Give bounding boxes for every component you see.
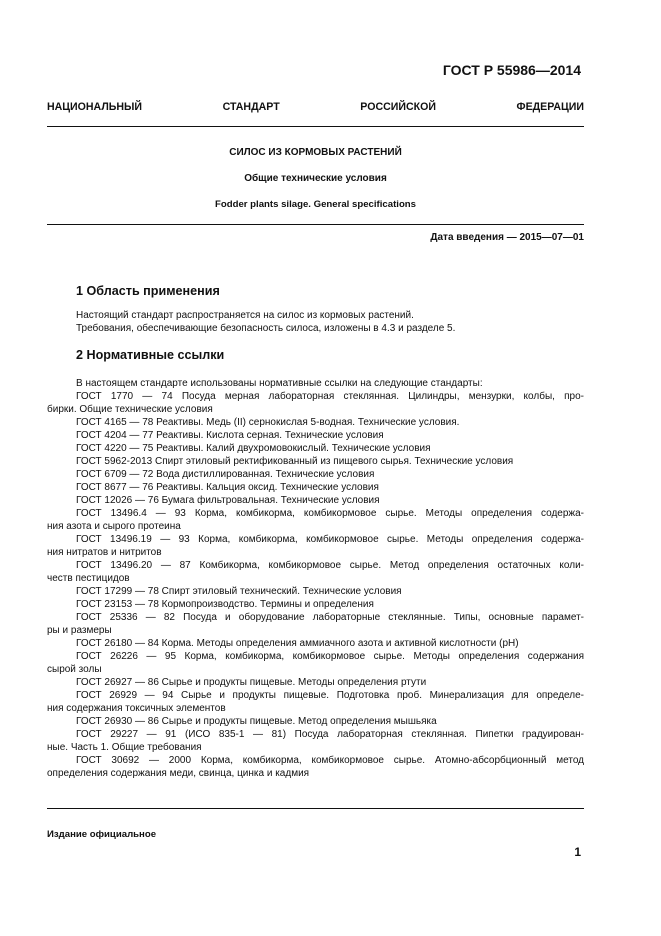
english-title: Fodder plants silage. General specifications bbox=[215, 199, 416, 210]
reference-line: ГОСТ 26226 — 95 Корма, комбикорма, комбикормовое сырье. Методы определения содержания bbox=[76, 651, 584, 662]
reference-line: ГОСТ 25336 — 82 Посуда и оборудование лабораторные стеклянные. Типы, основные парамет- bbox=[76, 612, 584, 623]
national-standard-banner: НАЦИОНАЛЬНЫЙ СТАНДАРТ РОССИЙСКОЙ ФЕДЕРАЦИИ bbox=[47, 101, 584, 113]
reference-line: ГОСТ 13496.19 — 93 Корма, комбикорма, комбикормовое сырье. Методы определения содержа- bbox=[76, 534, 584, 545]
reference-line: определения содержания меди, свинца, цинка и кадмия bbox=[47, 768, 310, 779]
reference-line: ГОСТ 6709 — 72 Вода дистиллированная. Технические условия bbox=[76, 469, 375, 480]
document-subtitle: Общие технические условия bbox=[244, 173, 387, 184]
page-number: 1 bbox=[574, 845, 581, 859]
reference-line: ГОСТ 17299 — 78 Спирт этиловый технический. Технические условия bbox=[76, 586, 402, 597]
official-edition-note: Издание официальное bbox=[47, 829, 157, 840]
reference-line: ГОСТ 4204 — 77 Реактивы. Кислота серная. Технические условия bbox=[76, 430, 384, 441]
paragraph-line: Настоящий стандарт распространяется на силос из кормовых растений. bbox=[76, 310, 414, 321]
reference-line: ГОСТ 12026 — 76 Бумага фильтровальная. Технические условия bbox=[76, 495, 380, 506]
reference-line: ГОСТ 4165 — 78 Реактивы. Медь (II) сернокислая 5-водная. Технические условия. bbox=[76, 417, 460, 428]
reference-line: ГОСТ 5962-2013 Спирт этиловый ректификованный из пищевого сырья. Технические условия bbox=[76, 456, 514, 467]
paragraph-line: Требования, обеспечивающие безопасность силоса, изложены в 4.3 и разделе 5. bbox=[76, 323, 456, 334]
section-1-body bbox=[47, 309, 584, 335]
reference-line: бирки. Общие технические условия bbox=[47, 404, 213, 415]
title-rule bbox=[47, 224, 584, 225]
reference-line: ные. Часть 1. Общие требования bbox=[47, 742, 202, 753]
section-1-heading: 1 Область применения bbox=[76, 284, 220, 298]
reference-line: ГОСТ 30692 — 2000 Корма, комбикорма, комбикормовое сырье. Атомно-абсорбционный метод bbox=[76, 755, 584, 766]
reference-line: ГОСТ 13496.20 — 87 Комбикорма, комбикормовое сырье. Метод определения остаточных коли- bbox=[76, 560, 584, 571]
section-2-heading: 2 Нормативные ссылки bbox=[76, 348, 225, 362]
reference-line: ния нитратов и нитритов bbox=[47, 547, 162, 558]
reference-line: ры и размеры bbox=[47, 625, 112, 636]
reference-line: ГОСТ 23153 — 78 Кормопроизводство. Термины и определения bbox=[76, 599, 374, 610]
reference-line: честв пестицидов bbox=[47, 573, 130, 584]
reference-line: ГОСТ 1770 — 74 Посуда мерная лабораторная стеклянная. Цилиндры, мензурки, колбы, про- bbox=[76, 391, 584, 402]
reference-line: ГОСТ 26927 — 86 Сырье и продукты пищевые. Методы определения ртути bbox=[76, 677, 427, 688]
reference-line: ГОСТ 26930 — 86 Сырье и продукты пищевые. Метод определения мышьяка bbox=[76, 716, 437, 727]
paragraph-line: В настоящем стандарте использованы нормативные ссылки на следующие стандарты: bbox=[76, 378, 483, 389]
introduction-date: Дата введения — 2015—07—01 bbox=[430, 232, 584, 243]
reference-line: сырой золы bbox=[47, 664, 102, 675]
reference-line: ГОСТ 26180 — 84 Корма. Методы определения аммиачного азота и активной кислотности (рН) bbox=[76, 638, 519, 649]
footer-rule bbox=[47, 808, 584, 809]
document-title: СИЛОС ИЗ КОРМОВЫХ РАСТЕНИЙ bbox=[229, 147, 402, 158]
reference-line: ГОСТ 8677 — 76 Реактивы. Кальция оксид. Технические условия bbox=[76, 482, 379, 493]
reference-line: ГОСТ 4220 — 75 Реактивы. Калий двухромовокислый. Технические условия bbox=[76, 443, 431, 454]
document-code: ГОСТ Р 55986—2014 bbox=[442, 62, 581, 78]
header-rule bbox=[47, 126, 584, 127]
section-2-body bbox=[47, 377, 584, 780]
reference-line: ГОСТ 26929 — 94 Сырье и продукты пищевые. Подготовка проб. Минерализация для определе- bbox=[76, 690, 584, 701]
reference-line: ГОСТ 13496.4 — 93 Корма, комбикорма, комбикормовое сырье. Методы определения содержа- bbox=[76, 508, 584, 519]
reference-line: ГОСТ 29227 — 91 (ИСО 835-1 — 81) Посуда лабораторная стеклянная. Пипетки градуирован- bbox=[76, 729, 584, 740]
reference-line: ния азота и сырого протеина bbox=[47, 521, 181, 532]
reference-line: ния содержания токсичных элементов bbox=[47, 703, 226, 714]
